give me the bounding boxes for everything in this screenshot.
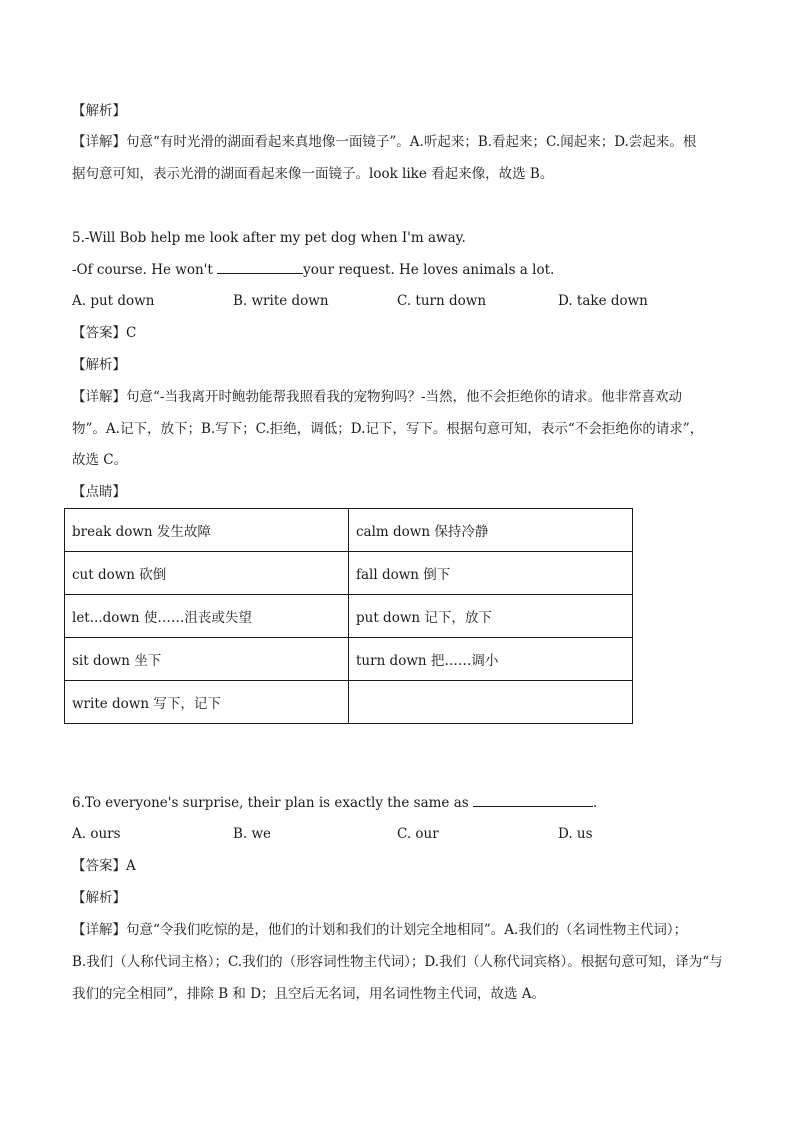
detail-text: 【详解】句意“有时光滑的湖面看起来真地像一面镜子”。A.听起来；B.看起来；C.闻起来；D.尝起来。根 xyxy=(72,134,697,150)
stem-text: . xyxy=(592,795,598,811)
table-row xyxy=(65,552,633,595)
analysis-label: 【解析】 xyxy=(72,357,126,373)
phrase-table xyxy=(64,508,633,724)
table-cell: put down 记下，放下 xyxy=(349,595,633,638)
detail-text: 【详解】句意“-当我离开时鲍勃能帮我照看我的宠物狗吗？-当然，他不会拒绝你的请求。他非常喜欢动 xyxy=(72,389,683,405)
table-cell: break down 发生故障 xyxy=(65,509,349,552)
question-stem xyxy=(72,259,554,280)
table-row xyxy=(65,638,633,681)
table-cell: sit down 坐下 xyxy=(65,638,349,681)
table-cell xyxy=(349,681,633,724)
analysis-label: 【解析】 xyxy=(72,890,126,906)
detail-text: 我们的完全相同”，排除 B 和 D；且空后无名词，用名词性物主代词，故选 A。 xyxy=(72,986,546,1002)
stem-text: 6.To everyone's surprise, their plan is exactly the same as xyxy=(72,795,473,811)
table-cell: turn down 把……调小 xyxy=(349,638,633,681)
option-d: D. us xyxy=(558,826,593,842)
table-row xyxy=(65,681,633,724)
table-row xyxy=(65,509,633,552)
question-stem: 5.-Will Bob help me look after my pet dog when I'm away. xyxy=(72,230,466,246)
table-row xyxy=(65,595,633,638)
answer-label: 【答案】C xyxy=(72,325,137,341)
detail-text: B.我们（人称代词主格）；C.我们的（形容词性物主代词）；D.我们（人称代词宾格）。根据句意可知，译为“与 xyxy=(72,954,723,970)
stem-text: your request. He loves animals a lot. xyxy=(303,262,555,278)
detail-text: 据句意可知，表示光滑的湖面看起来像一面镜子。look like 看起来像，故选 B。 xyxy=(72,166,554,182)
answer-blank xyxy=(217,259,303,274)
detail-text: 【详解】句意“令我们吃惊的是，他们的计划和我们的计划完全地相同”。A.我们的（名词性物主代词）； xyxy=(72,922,688,938)
option-b: B. we xyxy=(233,826,272,842)
question-stem xyxy=(72,792,597,813)
table-cell: write down 写下，记下 xyxy=(65,681,349,724)
option-a: A. ours xyxy=(72,826,121,842)
detail-text: 故选 C。 xyxy=(72,452,128,468)
table-cell: let...down 使……沮丧或失望 xyxy=(65,595,349,638)
option-a: A. put down xyxy=(72,293,155,309)
option-c: C. turn down xyxy=(397,293,487,309)
analysis-label: 【解析】 xyxy=(72,103,126,119)
table-cell: fall down 倒下 xyxy=(349,552,633,595)
option-c: C. our xyxy=(397,826,439,842)
answer-blank xyxy=(473,792,593,807)
table-cell: cut down 砍倒 xyxy=(65,552,349,595)
table-cell: calm down 保持冷静 xyxy=(349,509,633,552)
stem-text: -Of course. He won't xyxy=(72,262,218,278)
detail-text: 物”。A.记下，放下；B.写下；C.拒绝，调低；D.记下，写下。根据句意可知，表示“不会拒绝你的请求”， xyxy=(72,421,704,437)
option-b: B. write down xyxy=(233,293,329,309)
answer-label: 【答案】A xyxy=(72,858,136,874)
tips-label: 【点睛】 xyxy=(72,484,126,500)
option-d: D. take down xyxy=(558,293,648,309)
